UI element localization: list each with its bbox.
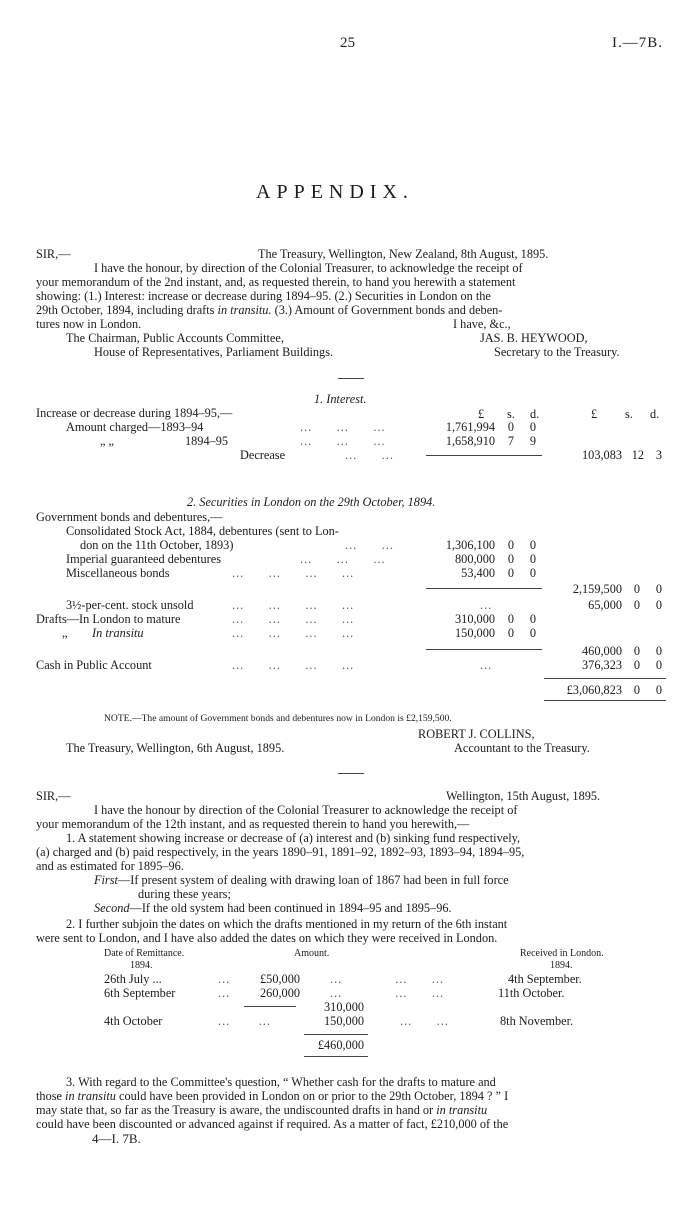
- footer-signature: 4—I. 7B.: [92, 1131, 141, 1146]
- note-text: NOTE.—The amount of Government bonds and debentures now in London is £2,159,500.: [104, 713, 452, 724]
- remittance-total-rule-top: [304, 1034, 368, 1035]
- para3-in-transitu-2: in transitu: [436, 1103, 488, 1117]
- letter2-first: [94, 873, 509, 887]
- cash-d: 0: [655, 658, 662, 672]
- letter1-body-line-4b: (3.) Amount of Government bonds and deben-: [274, 303, 503, 317]
- remittance-col-received-year: 1894.: [550, 960, 573, 971]
- document-reference: I.—7B.: [612, 35, 663, 51]
- interest-ditto: „ „: [100, 434, 114, 448]
- remittance-total: £460,000: [317, 1038, 364, 1052]
- drafts-ditto: „: [62, 626, 68, 640]
- interest-row-label: Increase or decrease during 1894–95,—: [36, 406, 233, 420]
- letter1-signer-title: Secretary to the Treasury.: [494, 345, 620, 359]
- imperial-d: 0: [529, 552, 536, 566]
- drafts-mature-s: 0: [507, 612, 514, 626]
- remittance-subtotal: 310,000: [324, 1000, 364, 1014]
- leader-dots: ... ... ...: [300, 434, 386, 448]
- grand-total-d: 0: [655, 683, 662, 697]
- interest-charged-1893-s: 0: [507, 420, 514, 434]
- consolidated-s: 0: [507, 538, 514, 552]
- currency-header-pence-1: d.: [530, 407, 540, 421]
- letter2-second: [94, 901, 452, 915]
- leader-dots: ... ... ...: [300, 552, 386, 566]
- letter1-salutation: SIR,—: [36, 247, 71, 261]
- leader-dots: ... ... ... ...: [232, 658, 355, 672]
- leader-dots: ... ... ...: [330, 986, 445, 1000]
- currency-header-pence-2: d.: [650, 407, 660, 421]
- remittance-subtotal-rule: [244, 1006, 296, 1007]
- stock-d: 0: [655, 598, 662, 612]
- para3-line-3: [36, 1103, 487, 1117]
- interest-charged-1893-pounds: 1,761,994: [445, 420, 495, 434]
- stock-placeholder: ...: [480, 598, 493, 612]
- leader-dots: ... ... ... ...: [232, 612, 355, 626]
- drafts-mature-pounds: 310,000: [455, 612, 495, 626]
- letter2-line-1: I have the honour by direction of the Colonial Treasurer to acknowledge the receipt of: [94, 803, 518, 817]
- drafts-subtotal-rule: [426, 649, 542, 650]
- stock-pounds: 65,000: [588, 598, 622, 612]
- bonds-subtotal-rule: [426, 588, 542, 589]
- sign2-title: Accountant to the Treasury.: [454, 741, 590, 755]
- drafts-transitu-pounds: 150,000: [455, 626, 495, 640]
- imperial-s: 0: [507, 552, 514, 566]
- letter2-para2-line-2: were sent to London, and I have also added the dates on which they were received in London.: [36, 931, 498, 945]
- drafts-total-d: 0: [655, 644, 662, 658]
- leader-dots: ... ... ... ...: [232, 598, 355, 612]
- cash-pounds: 376,323: [582, 658, 622, 672]
- consolidated-pounds: 1,306,100: [445, 538, 495, 552]
- remittance-col-date-year: 1894.: [130, 960, 153, 971]
- imperial-pounds: 800,000: [455, 552, 495, 566]
- grand-total-s: 0: [633, 683, 640, 697]
- remittance-row-3-date: 4th October: [104, 1014, 163, 1028]
- letter1-in-transitu: in transitu.: [217, 303, 272, 317]
- leader-dots: ...: [218, 972, 231, 986]
- leader-dots: ... ... ...: [330, 972, 445, 986]
- drafts-total-s: 0: [633, 644, 640, 658]
- drafts-mature-d: 0: [529, 612, 536, 626]
- cash-s: 0: [633, 658, 640, 672]
- para3-line-4: could have been discounted or advanced against if required. As a matter of fact, £210,000 of the: [36, 1117, 509, 1131]
- remittance-row-1-date: 26th July ...: [104, 972, 162, 986]
- consolidated-label-1: Consolidated Stock Act, 1884, debentures (sent to Lon-: [66, 524, 339, 538]
- letter1-closing: I have, &c.,: [453, 317, 511, 331]
- interest-charged-1894-pounds: 1,658,910: [445, 434, 495, 448]
- interest-decrease-d: 3: [655, 448, 662, 462]
- leader-dots: ... ... ... ...: [232, 566, 355, 580]
- letter1-addressee-1: The Chairman, Public Accounts Committee,: [66, 331, 284, 345]
- leader-dots: ...: [218, 986, 231, 1000]
- remittance-row-1-received: 4th September.: [508, 972, 582, 986]
- interest-charged-1894-label: 1894–95: [185, 434, 229, 448]
- imperial-label: Imperial guaranteed debentures: [66, 552, 222, 566]
- remittance-row-3-amount: 150,000: [324, 1014, 364, 1028]
- remittance-total-rule-bottom: [304, 1056, 368, 1057]
- para3-line-2a: those: [36, 1089, 62, 1103]
- leader-dots: ... ...: [345, 448, 394, 462]
- letter2-first-label: First: [94, 873, 118, 887]
- interest-subtotal-rule: [426, 455, 542, 456]
- remittance-row-2-date: 6th September: [104, 986, 176, 1000]
- letter1-signer: JAS. B. HEYWOOD,: [480, 331, 588, 345]
- drafts-transitu-d: 0: [529, 626, 536, 640]
- letter1-body-line-4: [36, 303, 502, 317]
- letter2-first-text: —If present system of dealing with drawing loan of 1867 had been in full force: [117, 873, 509, 887]
- letter2-line-4: (a) charged and (b) paid respectively, in the years 1890–91, 1891–92, 1892–93, 1893–94, 1894–95,: [36, 845, 525, 859]
- consolidated-label-2: don on the 11th October, 1893): [80, 538, 234, 552]
- currency-header-pounds-1: £: [478, 407, 485, 421]
- remittance-col-date: Date of Remittance.: [104, 948, 185, 959]
- drafts-transitu-s: 0: [507, 626, 514, 640]
- currency-header-pounds-2: £: [591, 407, 598, 421]
- letter2-first-text-2: during these years;: [138, 887, 231, 901]
- drafts-total-pounds: 460,000: [582, 644, 622, 658]
- grand-total-rule-bottom: [544, 700, 666, 701]
- interest-heading: 1. Interest.: [314, 392, 367, 406]
- drafts-transitu-label: In transitu: [92, 626, 144, 640]
- para3-line-2b: could have been provided in London on or prior to the 29th October, 1894 ? ” I: [119, 1089, 509, 1103]
- interest-charged-1894-s: 7: [507, 434, 514, 448]
- letter1-body-line-5: tures now in London.: [36, 317, 142, 331]
- consolidated-d: 0: [529, 538, 536, 552]
- securities-group-label: Government bonds and debentures,—: [36, 510, 223, 524]
- stock-label: 3½-per-cent. stock unsold: [66, 598, 194, 612]
- remittance-col-amount: Amount.: [294, 948, 330, 959]
- grand-total-rule-top: [544, 678, 666, 679]
- letter1-body-line-3: showing: (1.) Interest: increase or decrease during 1894–95. (2.) Securities in London on the: [36, 289, 491, 303]
- sign2-place-date: The Treasury, Wellington, 6th August, 1895.: [66, 741, 285, 755]
- section-divider-1: [338, 378, 364, 379]
- letter2-salutation: SIR,—: [36, 789, 71, 803]
- letter1-body-line-4a: 29th October, 1894, including drafts: [36, 303, 215, 317]
- letter2-place-date: Wellington, 15th August, 1895.: [446, 789, 601, 803]
- interest-charged-1893-label: Amount charged—1893–94: [66, 420, 204, 434]
- letter1-body-line-2: your memorandum of the 2nd instant, and, as requested therein, to hand you herewith a statement: [36, 275, 516, 289]
- drafts-label: Drafts—In London to mature: [36, 612, 181, 626]
- leader-dots: ... ... ...: [300, 420, 386, 434]
- letter2-second-text: —If the old system had been continued in 1894–95 and 1895–96.: [129, 901, 452, 915]
- para3-line-2: [36, 1089, 508, 1103]
- interest-charged-1894-d: 9: [529, 434, 536, 448]
- letter2-para2-line-1: 2. I further subjoin the dates on which the drafts mentioned in my return of the 6th instant: [66, 917, 508, 931]
- leader-dots: ... ...: [400, 1014, 449, 1028]
- grand-total-pounds: £3,060,823: [566, 683, 622, 697]
- appendix-title: APPENDIX.: [256, 181, 414, 203]
- letter2-second-label: Second: [94, 901, 130, 915]
- securities-heading: 2. Securities in London on the 29th October, 1894.: [187, 495, 436, 509]
- para3-line-3a: may state that, so far as the Treasury is aware, the undiscounted drafts in hand or: [36, 1103, 434, 1117]
- misc-s: 0: [507, 566, 514, 580]
- currency-header-shillings-1: s.: [507, 407, 515, 421]
- remittance-row-2-received: 11th October.: [498, 986, 565, 1000]
- remittance-col-received: Received in London.: [520, 948, 604, 959]
- misc-d: 0: [529, 566, 536, 580]
- section-divider-2: [338, 773, 364, 774]
- remittance-row-3-received: 8th November.: [500, 1014, 574, 1028]
- interest-decrease-pounds: 103,083: [582, 448, 622, 462]
- cash-placeholder: ...: [480, 658, 493, 672]
- bonds-total-s: 0: [633, 582, 640, 596]
- letter2-line-5: and as estimated for 1895–96.: [36, 859, 184, 873]
- misc-pounds: 53,400: [461, 566, 495, 580]
- letter2-line-3: 1. A statement showing increase or decrease of (a) interest and (b) sinking fund respectively,: [66, 831, 521, 845]
- letter2-line-2: your memorandum of the 12th instant, and as requested therein to hand you herewith,—: [36, 817, 470, 831]
- currency-header-shillings-2: s.: [625, 407, 633, 421]
- leader-dots: ... ...: [345, 538, 394, 552]
- remittance-row-1-amount: £50,000: [260, 972, 300, 986]
- bonds-total-pounds: 2,159,500: [572, 582, 622, 596]
- cash-label: Cash in Public Account: [36, 658, 152, 672]
- interest-charged-1893-d: 0: [529, 420, 536, 434]
- para3-in-transitu-1: in transitu: [65, 1089, 116, 1103]
- para3-line-1: 3. With regard to the Committee's question, “ Whether cash for the drafts to mature and: [66, 1075, 496, 1089]
- page-number: 25: [340, 35, 355, 51]
- letter1-addressee-2: House of Representatives, Parliament Buildings.: [94, 345, 334, 359]
- letter1-place-date: The Treasury, Wellington, New Zealand, 8th August, 1895.: [258, 247, 549, 261]
- bonds-total-d: 0: [655, 582, 662, 596]
- interest-decrease-label: Decrease: [240, 448, 286, 462]
- remittance-row-2-amount: 260,000: [260, 986, 300, 1000]
- leader-dots: ... ... ... ...: [232, 626, 355, 640]
- leader-dots: ... ...: [218, 1014, 271, 1028]
- misc-label: Miscellaneous bonds: [66, 566, 170, 580]
- interest-decrease-s: 12: [631, 448, 644, 462]
- stock-s: 0: [633, 598, 640, 612]
- sign2-name: ROBERT J. COLLINS,: [418, 727, 535, 741]
- letter1-body-line-1: I have the honour, by direction of the Colonial Treasurer, to acknowledge the receipt of: [94, 261, 523, 275]
